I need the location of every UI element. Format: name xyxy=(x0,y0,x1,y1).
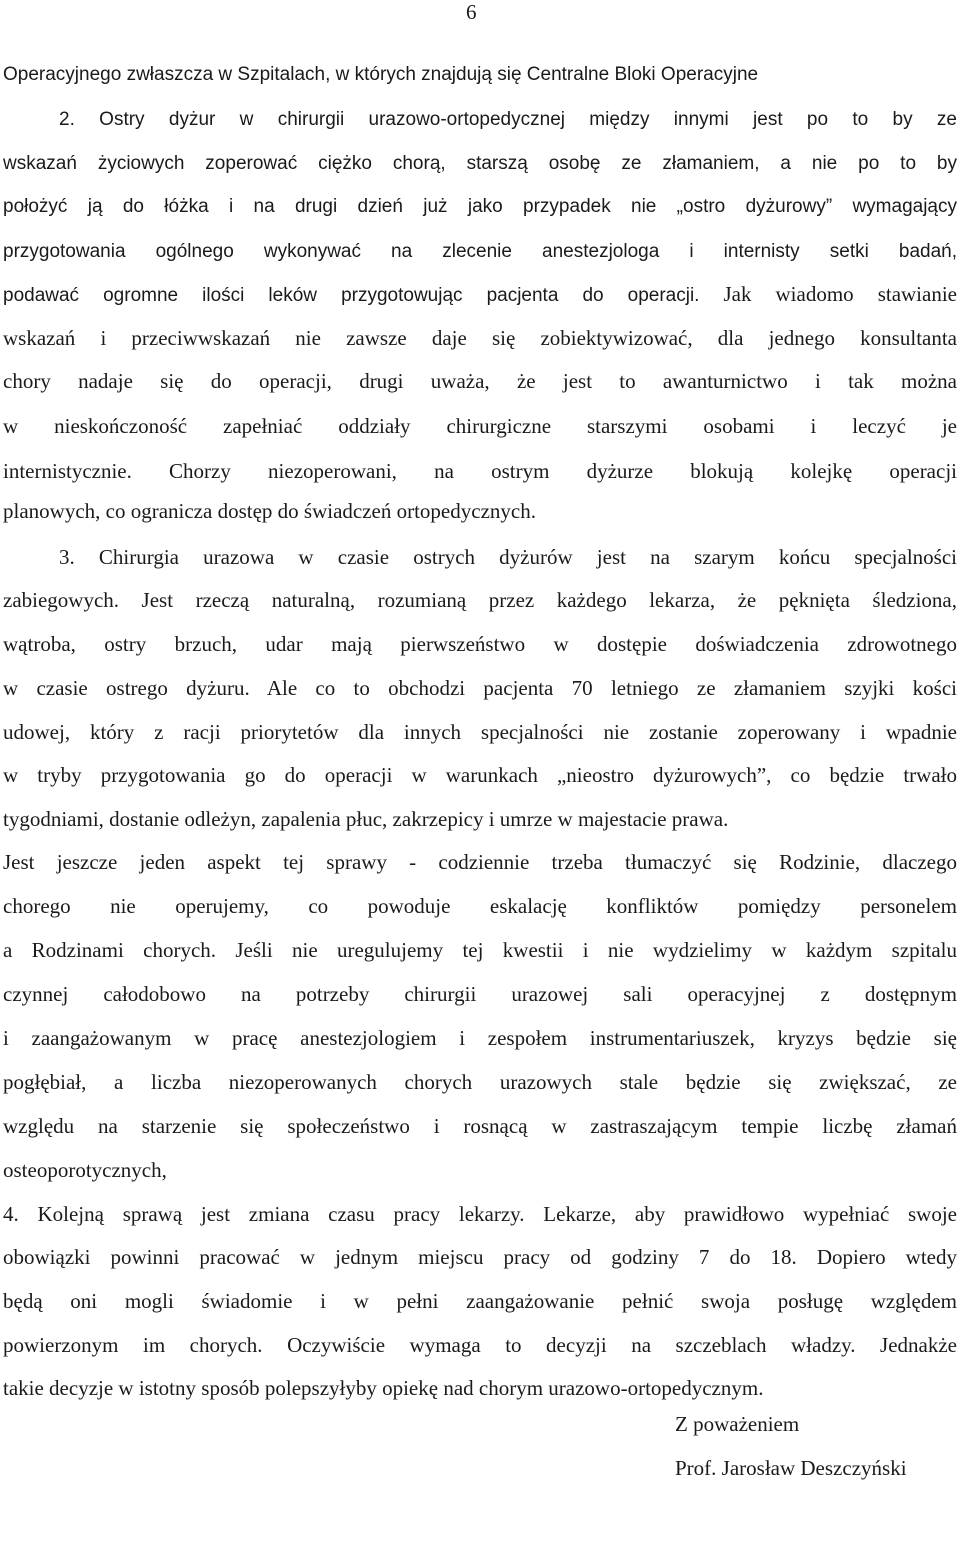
text-segment-serif: w czasie ostrego dyżuru. Ale co to obchodzi pacjenta 70 letniego ze złamaniem szyjki kości xyxy=(3,676,957,700)
text-line xyxy=(3,1114,957,1138)
signature-name: Prof. Jarosław Deszczyński xyxy=(675,1456,907,1480)
text-segment-serif: 3. Chirurgia urazowa w czasie ostrych dyżurów jest na szarym końcu specjalności xyxy=(59,545,957,569)
text-line xyxy=(3,238,957,264)
text-segment-serif: udowej, który z racji priorytetów dla innych specjalności nie zostanie zoperowany i wpadnie xyxy=(3,720,957,744)
page-number: 6 xyxy=(466,0,477,24)
text-segment-serif: a Rodzinami chorych. Jeśli nie uregulujemy tej kwestii i nie wydzielimy w każdym szpitalu xyxy=(3,938,957,962)
text-segment-serif: chorego nie operujemy, co powoduje eskalację konfliktów pomiędzy personelem xyxy=(3,894,957,918)
text-line xyxy=(3,499,957,523)
text-line xyxy=(3,1376,957,1400)
text-segment-serif: Jest jeszcze jeden aspekt tej sprawy - codziennie trzeba tłumaczyć się Rodzinie, dlaczego xyxy=(3,850,957,874)
text-segment-sans: przygotowania ogólnego wykonywać na zlecenie anestezjologa i internisty setki badań, xyxy=(3,241,957,262)
text-line xyxy=(3,1026,957,1050)
text-segment-serif: Jak wiadomo stawianie xyxy=(699,282,957,306)
text-segment-serif: względu na starzenie się społeczeństwo i rosnącą w zastraszającym tempie liczbę złamań xyxy=(3,1114,957,1138)
text-segment-sans: położyć ją do łóżka i na drugi dzień już jako przypadek nie „ostro dyżurowy” wymagający xyxy=(3,196,957,217)
text-segment-serif: zabiegowych. Jest rzeczą naturalną, rozumianą przez każdego lekarza, że pęknięta śledziona, xyxy=(3,588,957,612)
text-line xyxy=(3,1202,957,1226)
text-segment-serif: w tryby przygotowania go do operacji w warunkach „nieostro dyżurowych”, co będzie trwało xyxy=(3,763,957,787)
text-line xyxy=(3,1070,957,1094)
text-line xyxy=(3,850,957,874)
text-segment-serif: wskazań i przeciwwskazań nie zawsze daje się zobiektywizować, dla jednego konsultanta xyxy=(3,326,957,350)
text-segment-serif: w nieskończoność zapełniać oddziały chirurgiczne starszymi osobami i leczyć je xyxy=(3,414,957,438)
signature-closing: Z poważeniem xyxy=(675,1412,800,1436)
text-segment-serif: chory nadaje się do operacji, drugi uważa, że jest to awanturnictwo i tak można xyxy=(3,369,957,393)
text-segment-sans: wskazań życiowych zoperować ciężko chorą, starszą osobę ze złamaniem, a nie po to by xyxy=(3,153,957,174)
text-segment-serif: takie decyzje w istotny sposób polepszyłyby opiekę nad chorym urazowo-ortopedycznym. xyxy=(3,1376,764,1400)
text-line xyxy=(3,150,957,176)
text-segment-serif: osteoporotycznych, xyxy=(3,1158,167,1182)
text-line xyxy=(3,459,957,483)
text-line xyxy=(3,282,957,308)
text-line xyxy=(59,106,957,132)
text-line xyxy=(3,1158,957,1182)
text-segment-sans: 2. Ostry dyżur w chirurgii urazowo-ortopedycznej między innymi jest po to by ze xyxy=(59,109,957,130)
text-line xyxy=(3,61,957,87)
text-segment-sans: Operacyjnego zwłaszcza w Szpitalach, w których znajdują się Centralne Bloki Operacyjne xyxy=(3,64,759,85)
text-segment-serif: 4. Kolejną sprawą jest zmiana czasu pracy lekarzy. Lekarze, aby prawidłowo wypełniać swoje xyxy=(3,1202,957,1226)
text-line xyxy=(3,676,957,700)
text-segment-sans: podawać ogromne ilości leków przygotowując pacjenta do operacji. xyxy=(3,285,700,306)
text-line xyxy=(3,938,957,962)
text-line xyxy=(3,588,957,612)
text-line xyxy=(59,545,957,569)
text-line xyxy=(3,414,957,438)
text-line xyxy=(3,1245,957,1269)
text-segment-serif: obowiązki powinni pracować w jednym miejscu pracy od godziny 7 do 18. Dopiero wtedy xyxy=(3,1245,957,1269)
text-line xyxy=(3,807,957,831)
text-segment-serif: planowych, co ogranicza dostęp do świadczeń ortopedycznych. xyxy=(3,499,536,523)
text-line xyxy=(3,982,957,1006)
text-segment-serif: czynnej całodobowo na potrzeby chirurgii urazowej sali operacyjnej z dostępnym xyxy=(3,982,957,1006)
text-segment-serif: pogłębiał, a liczba niezoperowanych chorych urazowych stale będzie się zwiększać, ze xyxy=(3,1070,957,1094)
text-line xyxy=(3,369,957,393)
text-segment-serif: powierzonym im chorych. Oczywiście wymaga to decyzji na szczeblach władzy. Jednakże xyxy=(3,1333,957,1357)
text-line xyxy=(3,1333,957,1357)
text-line xyxy=(3,326,957,350)
text-line xyxy=(3,632,957,656)
text-segment-serif: internistycznie. Chorzy niezoperowani, na ostrym dyżurze blokują kolejkę operacji xyxy=(3,459,957,483)
text-line xyxy=(3,720,957,744)
text-line xyxy=(3,894,957,918)
text-line xyxy=(3,1289,957,1313)
text-segment-serif: wątroba, ostry brzuch, udar mają pierwszeństwo w dostępie doświadczenia zdrowotnego xyxy=(3,632,957,656)
text-segment-serif: i zaangażowanym w pracę anestezjologiem i zespołem instrumentariuszek, kryzys będzie się xyxy=(3,1026,957,1050)
text-segment-serif: będą oni mogli świadomie i w pełni zaangażowanie pełnić swoja posługę względem xyxy=(3,1289,957,1313)
text-segment-serif: tygodniami, dostanie odleżyn, zapalenia płuc, zakrzepicy i umrze w majestacie prawa. xyxy=(3,807,729,831)
text-line xyxy=(3,193,957,219)
text-line xyxy=(3,763,957,787)
